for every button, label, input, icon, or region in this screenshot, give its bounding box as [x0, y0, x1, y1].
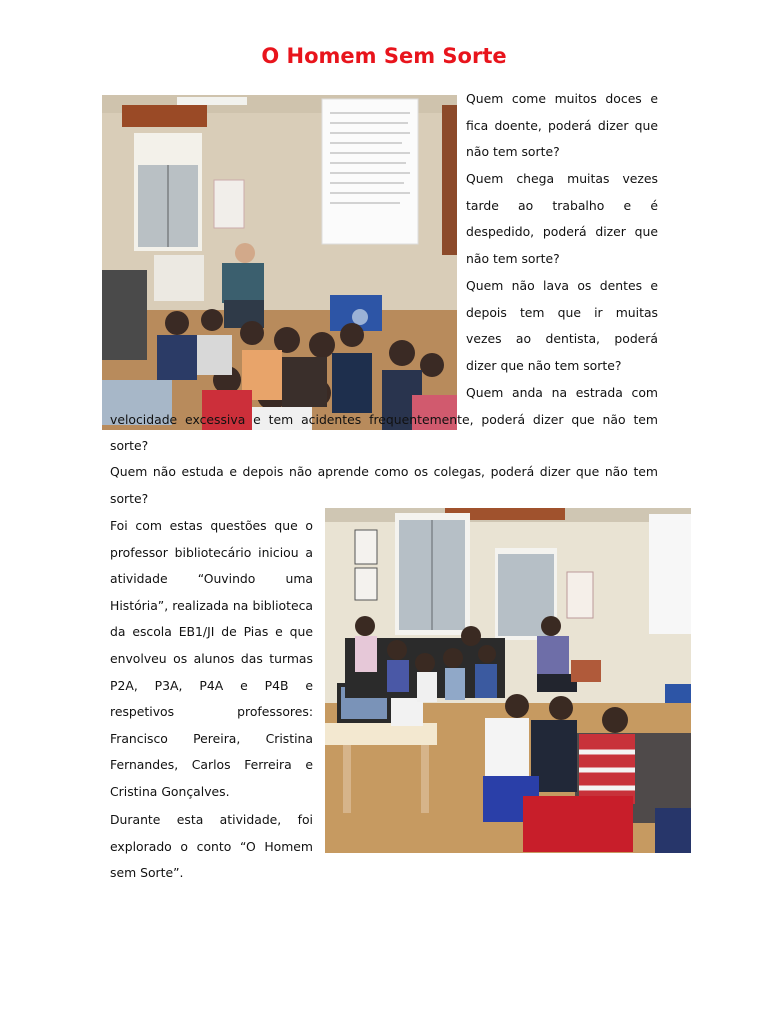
body-paragraph-2: Durante esta atividade, foi explorado o conto “O Homem sem Sorte”. — [110, 812, 313, 881]
page-title: O Homem Sem Sorte — [261, 44, 507, 68]
intro-paragraph-5: Quem não estuda e depois não aprende como os colegas, poderá dizer que não tem sorte? — [110, 464, 658, 506]
intro-paragraph-1: Quem come muitos doces e fica doente, poderá dizer que não tem sorte? — [466, 91, 658, 160]
intro-paragraph-4-text: Quem anda na estrada com velocidade excessiva e tem acidentes frequentemente, poderá dizer que não tem sorte? — [110, 385, 658, 454]
intro-paragraph-3: Quem não lava os dentes e depois tem que ir muitas vezes ao dentista, poderá dizer que não tem sorte? — [466, 278, 658, 373]
intro-paragraph-2: Quem chega muitas vezes tarde ao trabalho e é despedido, poderá dizer que não tem sorte? — [466, 171, 658, 266]
body-paragraph-1: Foi com estas questões que o professor bibliotecário iniciou a atividade “Ouvindo uma História”, realizada na biblioteca da escola EB1/JI de Pias e que envolveu os alunos das turmas P2A, P3A, P4A e P4B e respetivos professores: Francisco Pereira, Cristina Fernandes, Carlos Ferreira e Cristina Gonçalves. — [110, 518, 313, 799]
photo-classroom-session — [325, 508, 691, 853]
